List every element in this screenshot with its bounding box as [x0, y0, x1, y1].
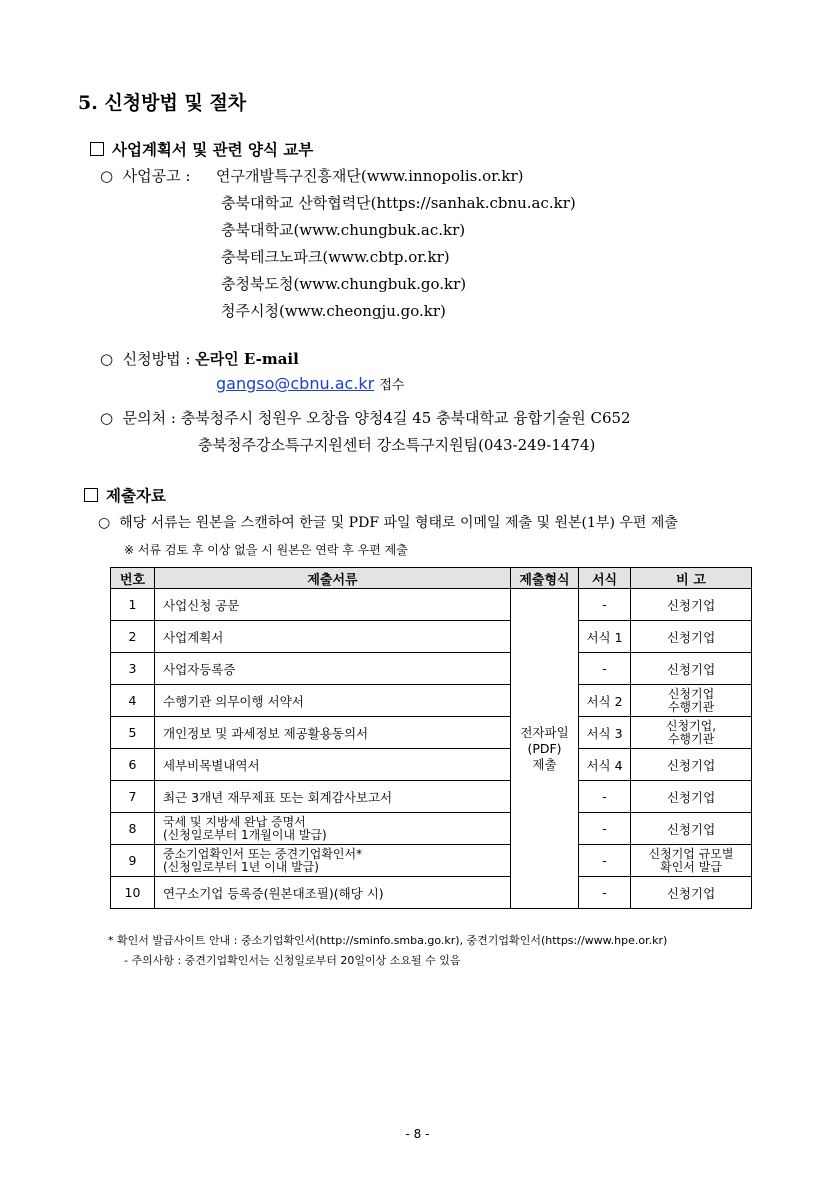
row-note: 신청기업, 수행기관: [631, 717, 752, 749]
apply-method: ○ 신청방법 : 온라인 E-mail: [100, 350, 299, 368]
row-number: 9: [111, 845, 155, 877]
table-row: [111, 749, 752, 781]
section-title-forms: [90, 138, 313, 160]
row-form: -: [579, 589, 631, 621]
row-document: 연구소기업 등록증(원본대조필)(해당 시): [155, 877, 511, 909]
email-link[interactable]: gangso@cbnu.ac.kr: [216, 374, 375, 393]
section-title-text: 제출자료: [106, 486, 166, 505]
row-form: -: [579, 781, 631, 813]
table-row: [111, 589, 752, 621]
announce-item: 충북대학교 산학협력단(https://sanhak.cbnu.ac.kr): [221, 194, 576, 212]
row-note: 신청기업: [631, 621, 752, 653]
row-form: 서식 3: [579, 717, 631, 749]
table-row: [111, 653, 752, 685]
row-document: 사업신청 공문: [155, 589, 511, 621]
row-note: 신청기업: [631, 653, 752, 685]
table-row: [111, 717, 752, 749]
row-form: -: [579, 845, 631, 877]
row-number: 5: [111, 717, 155, 749]
row-document: 국세 및 지방세 완납 증명서 (신청일로부터 1개월이내 발급): [155, 813, 511, 845]
email-line: [216, 374, 404, 393]
row-form: 서식 2: [579, 685, 631, 717]
table-row: [111, 877, 752, 909]
table-row: [111, 813, 752, 845]
row-document: 수행기관 의무이행 서약서: [155, 685, 511, 717]
header-form: 서식: [579, 568, 631, 589]
section-title-documents: [84, 484, 166, 506]
row-document: 세부비목별내역서: [155, 749, 511, 781]
row-note: 신청기업 규모별 확인서 발급: [631, 845, 752, 877]
row-number: 1: [111, 589, 155, 621]
announce-item: 연구개발특구진흥재단(www.innopolis.or.kr): [216, 167, 524, 185]
contact-label: 문의처 :: [122, 409, 176, 427]
submission-note: ※ 서류 검토 후 이상 없을 시 원본은 연락 후 우편 제출: [124, 543, 408, 557]
checkbox-icon: [90, 142, 104, 156]
table-row: [111, 621, 752, 653]
announce-label-text: 사업공고 :: [122, 167, 191, 185]
row-note: 신청기업: [631, 877, 752, 909]
footnote-caution: - 주의사항 : 중견기업확인서는 신청일로부터 20일이상 소요될 수 있음: [124, 954, 461, 967]
row-form: -: [579, 813, 631, 845]
row-number: 2: [111, 621, 155, 653]
row-form: -: [579, 653, 631, 685]
row-document: 사업자등록증: [155, 653, 511, 685]
table-row: [111, 845, 752, 877]
table-header-row: [111, 568, 752, 589]
row-note: 신청기업 수행기관: [631, 685, 752, 717]
row-number: 3: [111, 653, 155, 685]
header-note: 비 고: [631, 568, 752, 589]
row-document: 최근 3개년 재무제표 또는 회계감사보고서: [155, 781, 511, 813]
section-title-text: 사업계획서 및 관련 양식 교부: [112, 140, 314, 159]
submission-desc: ○ 해당 서류는 원본을 스캔하여 한글 및 PDF 파일 형태로 이메일 제출 및 원본(1부) 우편 제출: [98, 515, 678, 531]
contact-address: 충북청주시 청원우 오창읍 양청4길 45 충북대학교 융합기술원 C652: [180, 409, 631, 427]
announce-item: 충북대학교(www.chungbuk.ac.kr): [221, 221, 466, 239]
row-document: 개인정보 및 과세정보 제공활용동의서: [155, 717, 511, 749]
table-row: [111, 685, 752, 717]
row-form: -: [579, 877, 631, 909]
row-note: 신청기업: [631, 589, 752, 621]
apply-value: 온라인 E-mail: [195, 350, 299, 368]
header-no: 번호: [111, 568, 155, 589]
row-number: 10: [111, 877, 155, 909]
row-format: 전자파일 (PDF) 제출: [511, 589, 579, 909]
submission-table: [110, 567, 752, 909]
row-number: 7: [111, 781, 155, 813]
row-number: 6: [111, 749, 155, 781]
announce-item: 청주시청(www.cheongju.go.kr): [221, 302, 446, 320]
row-note: 신청기업: [631, 781, 752, 813]
row-note: 신청기업: [631, 749, 752, 781]
row-note: 신청기업: [631, 813, 752, 845]
page-number: - 8 -: [405, 1127, 430, 1141]
row-document: 중소기업확인서 또는 중견기업확인서* (신청일로부터 1년 이내 발급): [155, 845, 511, 877]
email-suffix: 접수: [379, 378, 405, 393]
header-doc: 제출서류: [155, 568, 511, 589]
contact-line: ○ 문의처 : 충북청주시 청원우 오창읍 양청4길 45 충북대학교 융합기술원 C652: [100, 409, 631, 427]
apply-label: 신청방법 :: [122, 350, 191, 368]
submission-desc-text: 해당 서류는 원본을 스캔하여 한글 및 PDF 파일 형태로 이메일 제출 및 원본(1부) 우편 제출: [119, 515, 678, 531]
row-number: 8: [111, 813, 155, 845]
contact-team: 충북청주강소특구지원센터 강소특구지원팀(043-249-1474): [198, 436, 596, 454]
row-document: 사업계획서: [155, 621, 511, 653]
announce-label: ○ 사업공고 :: [100, 167, 191, 185]
footnote-sites: * 확인서 발급사이트 안내 : 중소기업확인서(http://sminfo.smba.go.kr), 중견기업확인서(https://www.hpe.or.kr): [108, 934, 668, 947]
announce-item: 충북테크노파크(www.cbtp.or.kr): [221, 248, 450, 266]
row-number: 4: [111, 685, 155, 717]
table-row: [111, 781, 752, 813]
page-heading: 5. 신청방법 및 절차: [78, 92, 247, 114]
announce-item: 충청북도청(www.chungbuk.go.kr): [221, 275, 467, 293]
row-form: 서식 1: [579, 621, 631, 653]
checkbox-icon: [84, 488, 98, 502]
row-form: 서식 4: [579, 749, 631, 781]
header-format: 제출형식: [511, 568, 579, 589]
